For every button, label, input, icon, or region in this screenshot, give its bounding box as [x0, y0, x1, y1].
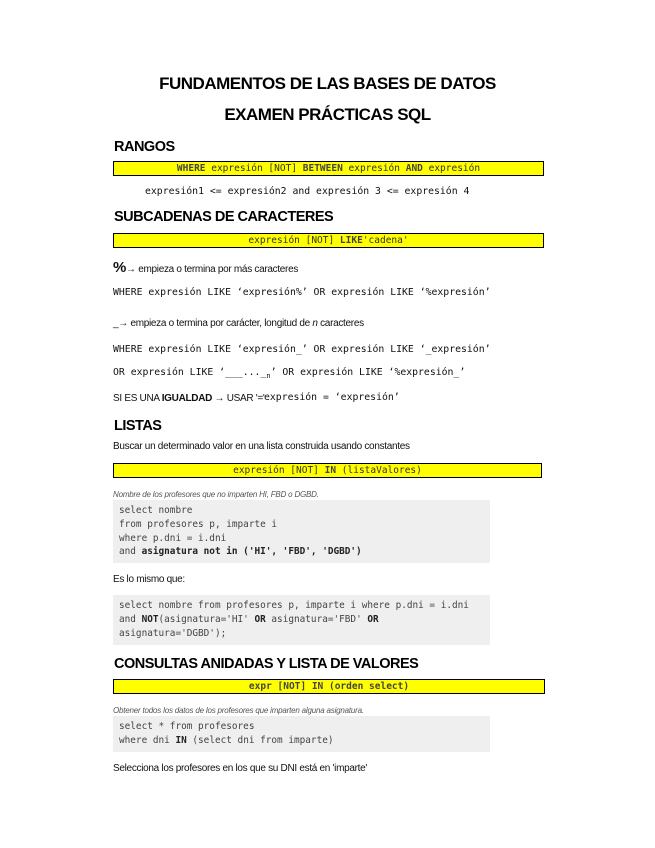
- syntax-box-in-select: [113, 679, 545, 694]
- syntax-text: expresión: [342, 163, 406, 174]
- kw-and: AND: [405, 163, 423, 174]
- percent-desc: → empieza o termina por más caracteres: [126, 264, 299, 275]
- code-keyword: NOT: [141, 613, 159, 625]
- doc-title-line1: FUNDAMENTOS DE LAS BASES DE DATOS: [159, 74, 496, 93]
- percent-example: WHERE expresión LIKE ‘expresión%’ OR expresión LIKE ‘%expresión’: [113, 287, 491, 298]
- igualdad-pre: SI ES UNA: [113, 393, 162, 404]
- between-equivalence: expresión1 <= expresión2 and expresión 3 <= expresión 4: [145, 186, 470, 197]
- igualdad-post: → USAR '=': [212, 393, 265, 404]
- syntax-box-in-list: [113, 463, 542, 478]
- anidadas-example-caption: Obtener todos los datos de los profesores que imparten alguna asignatura.: [113, 706, 364, 715]
- syntax-box-between: [113, 161, 544, 176]
- code-block-not-or: [113, 595, 490, 645]
- listas-example-caption: Nombre de los profesores que no imparten HI, FBD o DGBD.: [113, 490, 319, 499]
- code-line: asignatura='DGBD');: [119, 627, 227, 639]
- underscore-wildcard-note: [113, 318, 364, 329]
- igualdad-note: [113, 393, 265, 404]
- syntax-text: 'cadena': [362, 235, 409, 246]
- underscore-example-2: [113, 367, 465, 380]
- percent-symbol: %: [113, 259, 127, 276]
- code-part: (asignatura='HI': [158, 613, 255, 625]
- same-as-label: Es lo mismo que:: [113, 574, 185, 585]
- code-block-not-in: [113, 500, 490, 563]
- doc-title-line2: EXAMEN PRÁCTICAS SQL: [224, 105, 431, 124]
- percent-wildcard-note: [113, 259, 298, 276]
- code-part: and: [119, 613, 142, 625]
- igualdad-bold: IGUALDAD: [161, 393, 213, 404]
- syntax-text: expresión [NOT]: [233, 465, 325, 476]
- listas-intro: Buscar un determinado valor en una lista construida usando constantes: [113, 441, 410, 452]
- kw-in: IN: [324, 465, 337, 476]
- code-line: select nombre from profesores p, imparte i where p.dni = i.dni: [119, 600, 469, 611]
- syntax-text: (listaValores): [336, 465, 422, 476]
- kw-between: BETWEEN: [302, 163, 343, 174]
- underscore-desc: caracteres: [317, 318, 364, 329]
- underscore-symbol: _: [113, 318, 119, 329]
- syntax-text: expresión [NOT]: [248, 235, 340, 246]
- section-heading-rangos: RANGOS: [114, 139, 175, 155]
- syntax-text: expresión: [422, 163, 481, 174]
- kw-like: LIKE: [339, 235, 363, 246]
- underscore-example-1: WHERE expresión LIKE ‘expresión_’ OR expresión LIKE ‘_expresión’: [113, 344, 491, 355]
- code-block-subquery: [113, 716, 490, 752]
- syntax-keyword-text: expr [NOT] IN (orden select): [248, 681, 410, 692]
- section-heading-subcadenas: SUBCADENAS DE CARACTERES: [114, 209, 334, 225]
- code-line: where p.dni = i.dni: [119, 532, 227, 544]
- code-part: and: [119, 546, 142, 558]
- syntax-box-like: [113, 233, 544, 248]
- code-keyword: IN: [175, 734, 187, 746]
- underscore-desc-n: n: [312, 318, 318, 329]
- example-part: ’ OR expresión LIKE ‘%expresión_’: [270, 367, 466, 378]
- code-keyword: OR: [367, 613, 379, 625]
- code-keyword: asignatura not in ('HI', 'FBD', 'DGBD'): [141, 546, 362, 558]
- code-part: (select dni from imparte): [186, 734, 334, 746]
- section-heading-anidadas: CONSULTAS ANIDADAS Y LISTA DE VALORES: [114, 656, 419, 672]
- code-part: asignatura='FBD': [265, 613, 368, 625]
- section-heading-listas: LISTAS: [114, 418, 162, 434]
- code-line: select nombre: [119, 505, 193, 516]
- code-line: [119, 613, 484, 627]
- anidadas-footer-note: Selecciona los profesores en los que su DNI está en 'imparte': [113, 763, 367, 774]
- igualdad-code: expresión = ‘expresión’: [264, 392, 400, 403]
- code-part: where dni: [119, 734, 176, 746]
- code-line: [119, 734, 484, 748]
- underscore-desc: → empieza o termina por carácter, longitud de: [118, 318, 313, 329]
- example-sub-n: n: [266, 371, 271, 380]
- code-line: from profesores p, imparte i: [119, 518, 278, 530]
- example-part: OR expresión LIKE ‘___..._: [113, 367, 267, 378]
- code-keyword: OR: [254, 613, 266, 625]
- code-line: [119, 545, 484, 559]
- code-line: select * from profesores: [119, 721, 255, 732]
- syntax-text: expresión [NOT]: [205, 163, 303, 174]
- kw-where: WHERE: [176, 163, 206, 174]
